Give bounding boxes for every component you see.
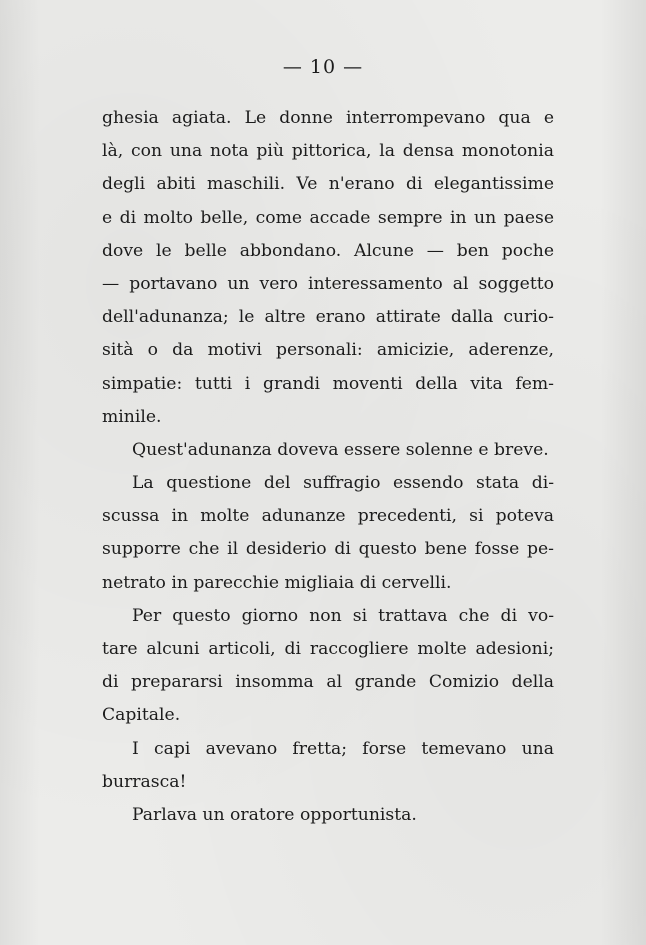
text-line: Capitale. [102, 705, 181, 726]
text-line: Per questo giorno non si trattava che di vo- [132, 605, 554, 626]
text-line: Parlava un oratore opportunista. [132, 804, 417, 825]
text-line: supporre che il desiderio di questo bene fosse pe- [102, 539, 554, 560]
text-line: La questione del suffragio essendo stata di- [132, 473, 554, 494]
page-number: — 10 — [282, 56, 364, 78]
text-line: simpatie: tutti i grandi moventi della vita fem- [102, 373, 554, 394]
text-line: dell'adunanza; le altre erano attirate dalla curio- [102, 307, 554, 328]
text-line: degli abiti maschili. Ve n'erano di elegantissime [102, 174, 554, 195]
text-line: — portavano un vero interessamento al soggetto [102, 273, 554, 294]
text-line: minile. [102, 406, 162, 427]
text-line: I capi avevano fretta; forse temevano una [132, 738, 554, 759]
text-line: netrato in parecchie migliaia di cervelli. [102, 572, 452, 593]
text-line: sità o da motivi personali: amicizie, aderenze, [102, 340, 554, 361]
text-line: tare alcuni articoli, di raccogliere molte adesioni; [102, 639, 554, 659]
text-line: là, con una nota più pittorica, la densa monotonia [102, 141, 554, 162]
text-line: di prepararsi insomma al grande Comizio della [102, 672, 554, 693]
text-line: burrasca! [102, 771, 187, 792]
text-line: scussa in molte adunanze precedenti, si poteva [102, 506, 554, 527]
text-line: ghesia agiata. Le donne interrompevano qua e [102, 108, 554, 128]
text-line: Quest'adunanza doveva essere solenne e breve. [132, 439, 549, 460]
body-text [102, 102, 554, 832]
text-line: dove le belle abbondano. Alcune — ben poche [102, 240, 554, 261]
text-line: e di molto belle, come accade sempre in un paese [102, 207, 554, 228]
